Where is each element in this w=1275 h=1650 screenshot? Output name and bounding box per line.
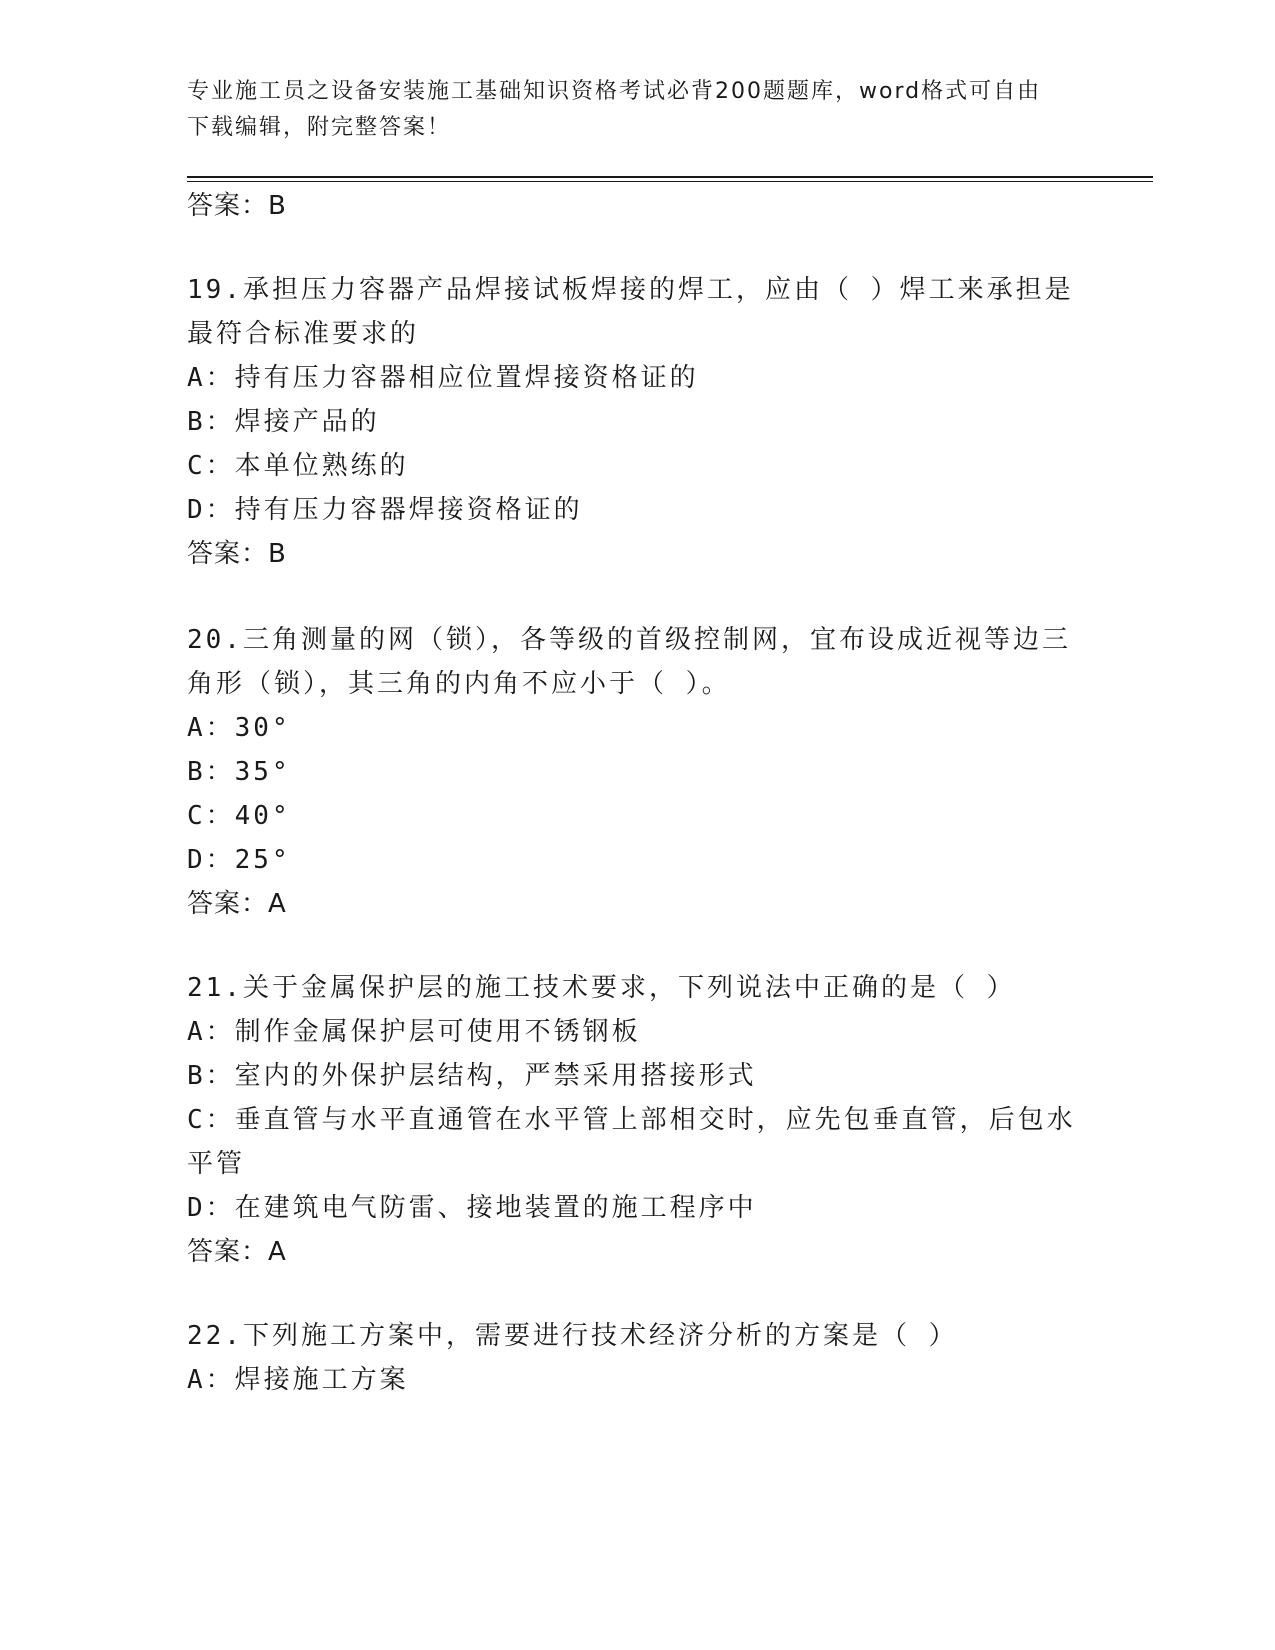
- question-21-stem-line-1: 21.关于金属保护层的施工技术要求，下列说法中正确的是（ ）: [187, 973, 1016, 1003]
- question-21-answer: 答案：A: [187, 1237, 287, 1267]
- question-20-option-a: A：30°: [187, 713, 291, 743]
- question-19-option-d: D：持有压力容器焊接资格证的: [187, 495, 583, 525]
- question-19-option-c: C：本单位熟练的: [187, 451, 409, 481]
- question-19-option-a: A：持有压力容器相应位置焊接资格证的: [187, 363, 699, 393]
- page-header: [187, 74, 1087, 146]
- question-21-option-a: A：制作金属保护层可使用不锈钢板: [187, 1017, 641, 1047]
- answer-previous: 答案：B: [187, 191, 287, 221]
- question-20-stem-line-2: 角形（锁），其三角的内角不应小于（ ）。: [187, 669, 731, 699]
- question-20-option-d: D：25°: [187, 845, 291, 875]
- question-20-answer: 答案：A: [187, 889, 287, 919]
- question-21-option-d: D：在建筑电气防雷、接地装置的施工程序中: [187, 1193, 757, 1223]
- question-22-stem-line-1: 22.下列施工方案中，需要进行技术经济分析的方案是（ ）: [187, 1321, 958, 1351]
- header-rule-thin: [187, 181, 1153, 182]
- question-19-option-b: B：焊接产品的: [187, 407, 380, 437]
- question-20-stem-line-1: 20.三角测量的网（锁），各等级的首级控制网，宜布设成近视等边三: [187, 625, 1071, 655]
- header-rule-thick: [187, 176, 1153, 178]
- question-22-option-a: A：焊接施工方案: [187, 1365, 409, 1395]
- question-19-stem-line-2: 最符合标准要求的: [187, 319, 420, 349]
- question-21-option-b: B：室内的外保护层结构，严禁采用搭接形式: [187, 1061, 757, 1091]
- header-line-2: 下载编辑，附完整答案！: [187, 115, 452, 140]
- question-20-option-c: C：40°: [187, 801, 291, 831]
- question-19-answer: 答案：B: [187, 539, 287, 569]
- header-line-1: 专业施工员之设备安装施工基础知识资格考试必背200题题库，word格式可自由: [187, 79, 1042, 104]
- question-20-option-b: B：35°: [187, 757, 291, 787]
- question-21-option-c-line-1: C：垂直管与水平直通管在水平管上部相交时，应先包垂直管，后包水: [187, 1105, 1076, 1135]
- question-21-option-c-line-2: 平管: [187, 1149, 246, 1179]
- question-19-stem-line-1: 19.承担压力容器产品焊接试板焊接的焊工，应由（ ）焊工来承担是: [187, 275, 1074, 305]
